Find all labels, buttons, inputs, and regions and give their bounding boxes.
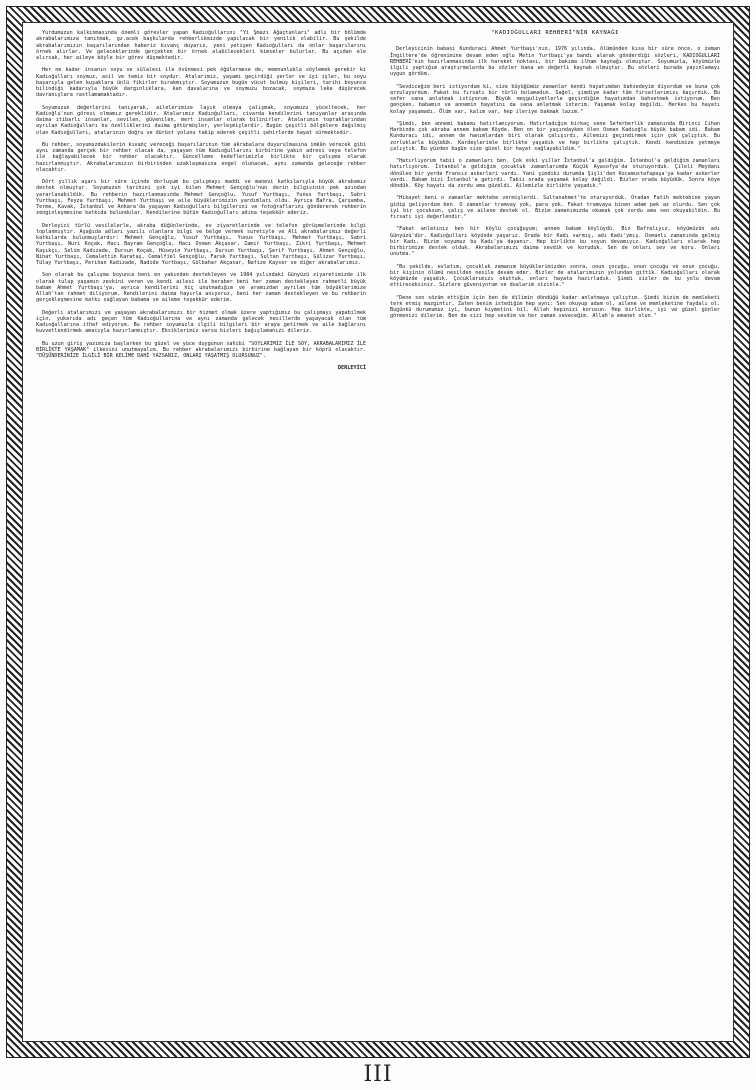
paragraph: Soyumuzun değerlerini tanıyarak, ailelerimize layık olmaya çalışmak, soyumuzu yüceltecek, her Kadıoğlu'nun görevi olmamız gereklidir. Atalarımız Kadıoğulları, civarda kendilerini tanıyanlar arasında daima itibarlı insanlar, sevilen, güvenilen, mert insanlar olarak bilinirler. Atalarımın topraklarından ayrılan Kadıoğulları bu özelliklerini daima götürmüşler, yerleşmişlerdir. Bugün çeşitli bölgelere dağılmış olan Kadıoğulları, atalarının doğru ve dürüst yolunu takip ederek çeşitli şehirlerde hayat sürmektedir. bbox=[36, 104, 366, 136]
paragraph: Değerli atalarımızı ve yaşayan akrabalarımızı bir hizmet olmak üzere yaptığımız bu çalışmayı yapabilmek için, yukarıda adı geçen tüm Kadıoğullarına ve aynı zamanda gelecek nesillerde yaşayacak olan tüm Kadıoğullarına ithaf ediyorum. Bu rehber soyumuzla ilgili bilgileri bir araya getirmek ve aile bağlarını kuvvetlendirmek amacıyla hazırlanmıştır. Eksiklerimiz varsa bizleri bağışlamanızı dileriz. bbox=[36, 309, 366, 335]
right-column bbox=[390, 30, 720, 326]
quote-paragraph: "Şimdi, ben annemi babamı hatırlamıyorum. Hatırladığım birkaç sene Seferberlik zamanında Birinci Cihan Harbinde çok akraba annem babam Köyde. Ben on bir yaşındayken ölen Osman Kadıoğlu büyük babam idi. Babam Kunduracı idi, annem de hanımlardan biri olarak çalışırdı. Ailemizi geçindirmek için çok çalıştık. Bu zorluklarla büyüdük. Kardeşlerimle birlikte yaşadık ve hep birlikte çalıştık. Kendi kendimize yetmeye çalıştık. Bu yüzden bugün size güzel bir hayat sağlayabildim." bbox=[390, 120, 720, 152]
quote-paragraph: "Hatırlıyorum tabii o zamanları ben. Çok eski yıllar İstanbul'a geldiğim. İstanbul'a geldiğim zamanları hatırlıyorum. İstanbul'a geldiğim çocukluk zamanlarımda Küçük Ayasofya'da oturuyorduk. Çileli Meydanı dönülen bir yerde Fransız askerleri vardı. Yani şimdiki durumda Şişli'den Kocamustafapaşa'ya kadar askerler vardı. Babam bizi İstanbul'a getirdi. Tabii orada yaşamak kolay değildi. Bizler orada büyüdük. Sonra köye döndük. Köy hayatı da zordu ama güzeldi. Ailemizle birlikte yaşadık." bbox=[390, 158, 720, 189]
signature: DERLEYİCİ bbox=[337, 365, 366, 372]
page-number: III bbox=[363, 1062, 393, 1087]
paragraph: Dört yıllık aşarı bir süre içinde dorluşum bu çalışmayı maddi ve manevi katkılarıyla büyük akrabamız destek olmuştur. Soyumuzun tarihini çok iyi bilen Mehmet Gençoğlu'nun derin bilgisinin pek azından yararlanabildik. Bu rehberin hazırlanmasında Mehmet Gençoğlu, Yusuf Yurtbaşı, Yunus Yurtbaşı, Sabri Yurtbaşı, Feyza Yurtbaşı, Mehmet Yurtbaşı ve aile büyüklerimizin yardımları oldu. Ayrıca Bafra, Çarşamba, Terme, Kavak, İstanbul ve Ankara'da yaşayan Kadıoğulları bilgilerini ve fotoğraflarını göndererek rehberin zenginleşmesine katkıda bulundular. Kendilerine bütün Kadıoğulları adına teşekkür ederiz. bbox=[36, 179, 366, 217]
paragraph: Bu uzun giriş yazımıza başlarken bu güzel ve yüce duygunun sahibi "SOYLARIMIZ İLE SOY, AKRABALARIMIZ İLE BİRLİKTE YAŞAMAK" ilkesini unutmayalım. Bu rehber akrabalarımızı birbirine bağlayan bir köprü olacaktır. "DÜŞÜNDERİNİZE İLGİLİ BİR KELİME DAHİ YAZSANIZ, ONLARI YAŞATMIŞ OLURSUNUZ". bbox=[36, 340, 366, 359]
quote-paragraph: "Bu şekilde, evlatım, çocukluk zamanım büyüklerimizden sonra, onun çocuğu, onun çocuğu ve onun çocuğu, bir kişinin ölümü nesilden nesile devam eder. Bizler de atalarımızın yolundan gittik. Kadıoğulları olarak köyümüzde yaşadık. Çocuklarımızı okuttuk, onları hayata hazırladık. Şimdi sizler de bu yolu devam ettireceksiniz. Sizlere güveniyorum ve dualarım sizinle." bbox=[390, 263, 720, 289]
paragraph: Derleyicinin babası Kunduracı Ahmet Yurtbaşı'nın, 1976 yılında, ölümünden kısa bir süre önce, o zaman İngiltere'de öğrenimine devam eden oğlu Metin Yurtbaşı'ya bandı alarak gönderdiği sözleri, KADIOĞULLARI REHBERİ'nin hazırlanmasında ilk hareket noktası, bir bakıma ilham kaynağı olmuştur. Soyumuzla, köyümüzle ilgili yaptığım araştırmalarda bu sözler bana en değerli kaynak olmuştur. Bu sözleri burada yayınlamayı uygun gördüm. bbox=[390, 46, 720, 78]
paragraph: Bu rehber, soyumuzdakilerin kıvanç vereceği başarılarının tüm akrabalara duyurulmasına imkân verecek gibi aynı zamanda gerçek bir rehber olacak da, yaşayan tüm Kadıoğullarını birbirine yakın adresi veya telefon ile bağlayabilecek bir rehber olacaktır. Güncelleme hedeflerimizle birlikte bir çalışma olarak hazırlanmıştır. Akrabalarımızın birbirinden uzaklaşmasına engel olunacak, aynı zamanda geleceğe rehber olacaktır. bbox=[36, 141, 366, 173]
paragraph: Yurdumuzun kalkınmasında önemli görevler yapan Kadıoğullarını "Yi Şmazı Ağaçtanları" adlı bir bölümde akrabalarımıza tanıtmak, gz.acek başkılarda rehberlikmizde yapılacak bir yenilik olabilir. Bu şekilde akrabalarımızın başarılarından haberiz kıvanç duyarız, yeni yetişen Kadıoğulları da onlar başarılarını örnek alırlar. Ve geleceklerinde gerçekten bir örnek alabilecekleri kimseler bulurlar. Bu açıdan ele alırsak, her aileye böyle bir görev düşmektedir. bbox=[36, 30, 366, 61]
paragraph: Son olarak bu çalışma boyunca beni en yakından destekleyen ve 1984 yılındaki Günyüzü ziyaretimizde ilk olarak tulup yaşamın zevkini veren ve kendi ailesi ile beraber beni her zaman destekleyen rahmetli büyük babam Ahmet Yurtbaşı'ya, ayrıca kendilerini hiç unutmadığım ve aramızdan ayrılan tüm büyüklerimize Allah'tan rahmet diliyorum. Kendilerini daima hayırla anıyoruz, beni her zaman destekleyen ve bu rehberin gerçekleşmesine katkı sağlayan babama ve aileme teşekkür ederim. bbox=[36, 272, 366, 304]
paragraph: Derleyici türlü vesilelerle, akraba düğünlerinde, ev ziyaretlerinde ve telefon görüşmelerinde bilgi toplanmıştır. Aşağıda adları yazılı olanlara bilgi ve belge vermek suretiyle ve Ali akrabalarımız değerli katkılarda bulunmuşlardır: Mehmet Gençoğlu, Yusuf Yurtbaşı, Yunus Yurtbaşı, Mehmet Yurtbaşı, Sabri Yurtbaşı, Nuri Koçak, Hacı Bayram Gençoğlu, Hacı Osman Akçasar, Zamir Yurtbaşı, Zikri Yurtbaşı, Mehmet Kaşıkçı, Selim Kadızade, Dursun Koçak, Hüseyin Yurtbaşı, Dursun Yurtbaşı, Şerif Yurtbaşı, Ahmet Gençoğlu, Nihat Yurtbaşı, Cemalettin Karataş, Cemalfiel Gençoğlu, Faruk Yurtbaşı, Sultan Yurtbaşı, Gülizar Yurtbaşı, Tülay Yurtbaşı, Perihan Kadızade, Nadide Yurtbaşı, Gülbahar Akçasar, Nafize Kayser ve diğer akrabalarımız. bbox=[36, 222, 366, 266]
quote-paragraph: "Hikayet beni o zamanlar mektebe vermişlerdi. Sultanahmet'te oturuyorduk. Oradan Fatih mektebine yayan gidip geliyordum ben. O zamanlar tramvay yok, para yok. Fakat tramvaya binen adam pek az olurdu. Sen çok iyi bir çocuksun, çalış ve ailene destek ol. Bizim zamanımızda okumak çok zordu ama sen okuyabildin. Bu fırsatı iyi değerlendir." bbox=[390, 195, 720, 220]
section-heading: "KADIOĞULLARI REHBERİ"NİN KAYNAĞI bbox=[491, 30, 619, 36]
quote-paragraph: "Sevdiceğim beri istiyordum ki, size büyüğümüz zamanlar kendi hayatımdan bahsedeyim diyordum ve buna çok arzuluyordum. Fakat bu fırsatı bir türlü bulamadım. Sağol, şimdiye kadar tüm fırsatlarımızı kaçırdık. Bu sefer sana anlatmak istiyorum. Büyük meşguliyetlerle geçirdiğim hayatımdan bahsetmek istiyorum. Ben gençken, babamın ve annemin hayatını da sana anlatmak isterim. Yaşamak kolay değildi. Herkes bu hayatı kolay yaşamadı. Ölüm var, kalım var, hep ileriye bakmak lazım." bbox=[390, 83, 720, 115]
left-column bbox=[36, 30, 366, 372]
quote-paragraph: "Dene son sözüm ettiğim için ben de dilimin döndüğü kadar anlatmaya çalıştım. Şimdi bizim de memleketi terk etmiş mazgıntır. Zaten benim istediğim hep aynı: Sen okuyup adam ol, ailene ve memleketine faydalı ol. Bugünkü durumumuz iyi, bunun kıymetini bil. Allah hepinizi korusun. Hep birlikte, iyi ve güzel günler görmenizi dilerim. Ben de sizi hep sevdim ve her zaman seveceğim. Allah'a emanet olun." bbox=[390, 294, 720, 320]
paragraph: Her ne kadar insanın soyu ve sülalesi ile övünmesi pek öğülermese de, memnunlukla söylemek gerekir ki Kadıoğulları soymuz, asil ve temiz bir soydur. Atalarımız, yaşamı geçirdiği yerler ve iyi işler, bu soyu başarıyla gelen kuşaklara ünlü fikirler bırakmıştır. Soyumuzun bugün vücut bulmuş kişileri, tarihi boyunca bilindiği kadarıyla büyük dargınlıklara, kan davalarına ve soymuzu bozacak, soymuza leke düşürecek davranışlara rastlamamaktadır. bbox=[36, 67, 366, 99]
quote-paragraph: "Fakat anlatınız ben bir köylü çocuğuyum; annem babam köylüydü. Biz Bafralıyız, köyümüzün adı Günyüzü'dür. Kadıoğulları köyünde yaşarız. Orada bir Kadı varmış, adı Kadı'ymış. Osmanlı zamanında gelmiş bir Kadı. Bizim soyumuz bu Kadı'ya dayanır. Hep birlikte bu soyun devamıyız. Kadıoğulları olarak hep birbirimize destek olduk. Akrabalarımızı daima sevdik ve koruduk. Sen de onları sev ve koru. Onları unutma." bbox=[390, 226, 720, 258]
